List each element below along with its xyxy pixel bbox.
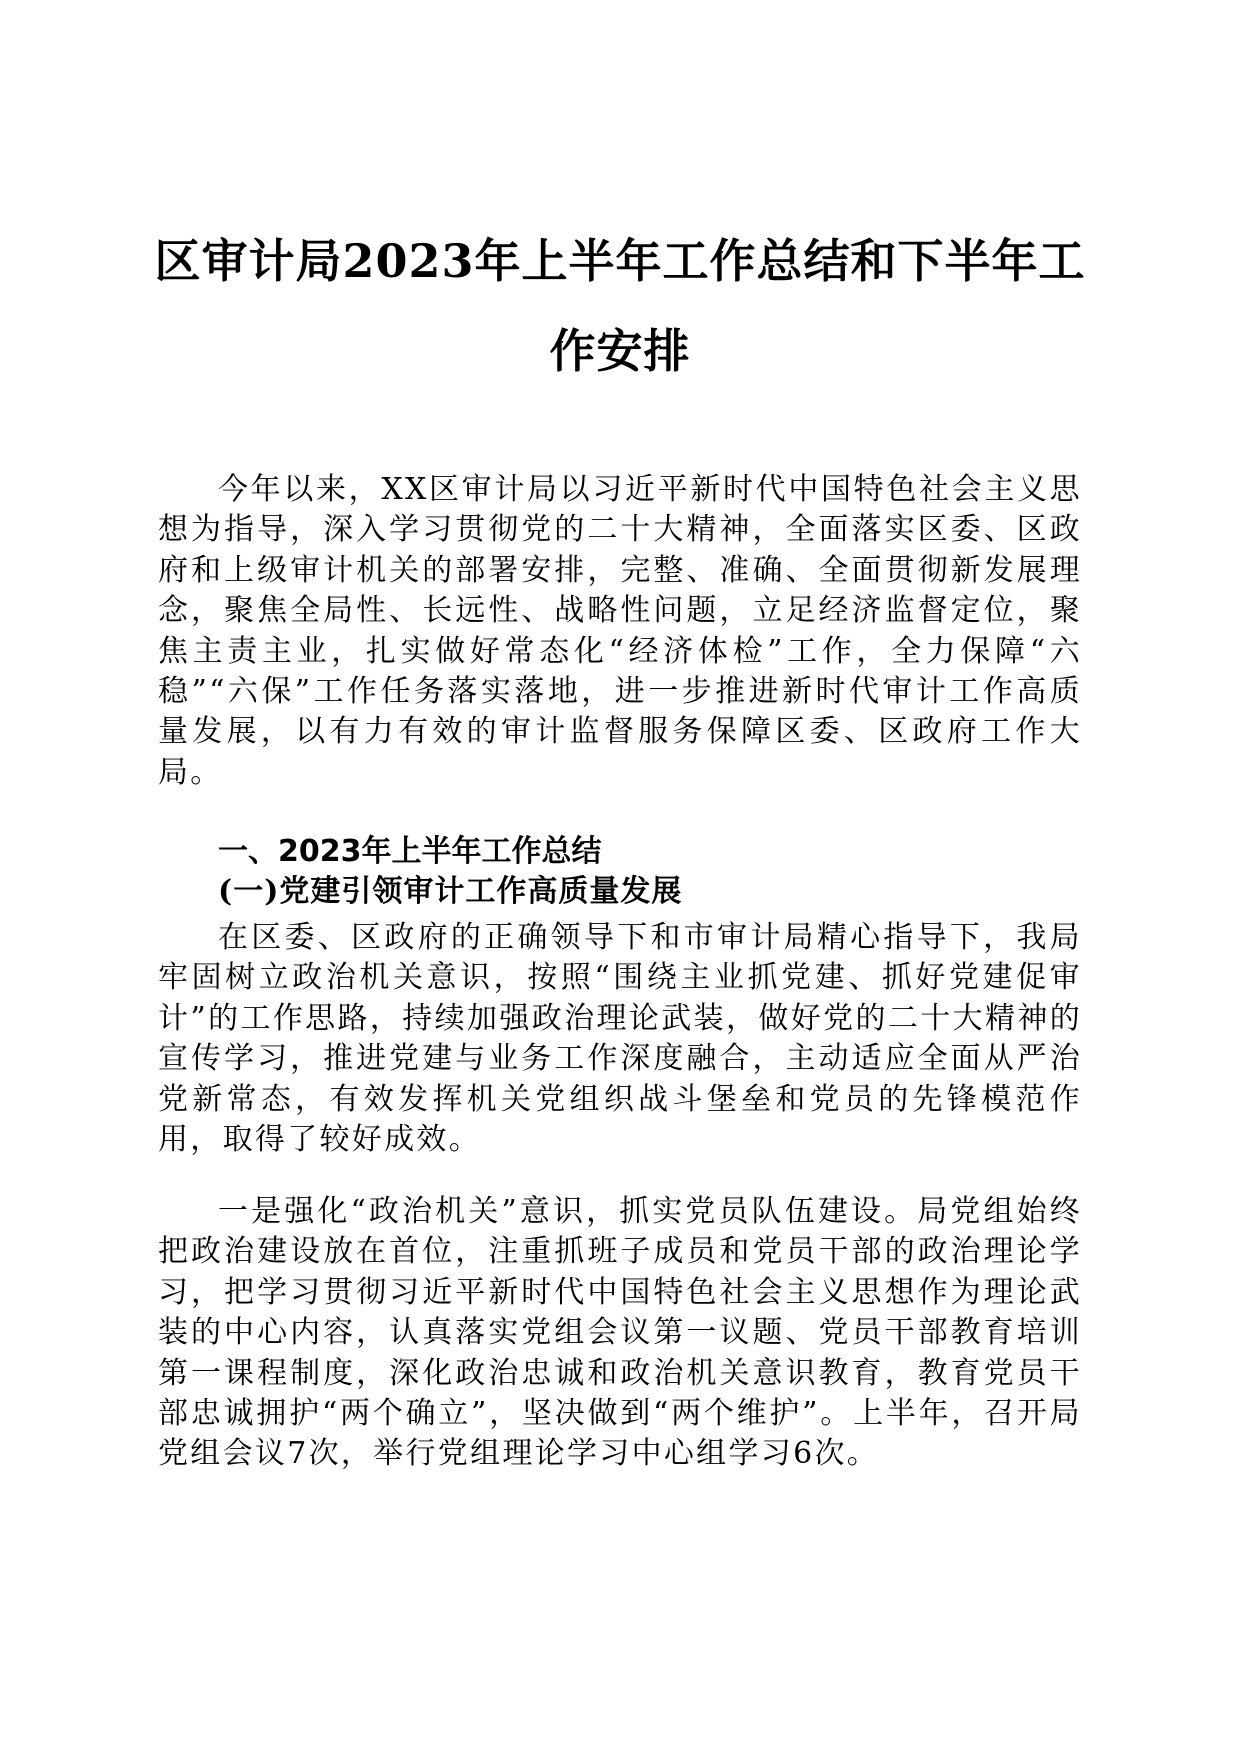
- section-heading-1: 一、2023年上半年工作总结: [218, 834, 602, 869]
- point-1-paragraph: 一是强化“政治机关”意识，抓实党员队伍建设。局党组始终把政治建设放在首位，注重抓班子成员和党员干部的政治理论学习，把学习贯彻习近平新时代中国特色社会主义思想作为理论武装的中心内容，认真落实党组会议第一议题、党员干部教育培训第一课程制度，深化政治忠诚和政治机关意识教育，教育党员干部忠诚拥护“两个确立”，坚决做到“两个维护”。上半年，召开局党组会议7次，举行党组理论学习中心组学习6次。: [158, 1194, 1082, 1472]
- subsection-heading-1: (一)党建引领审计工作高质量发展: [218, 874, 683, 909]
- document-title-line-1: 区审计局2023年上半年工作总结和下半年工: [154, 234, 1086, 288]
- intro-paragraph: 今年以来，XX区审计局以习近平新时代中国特色社会主义思想为指导，深入学习贯彻党的二十大精神，全面落实区委、区政府和上级审计机关的部署安排，完整、准确、全面贯彻新发展理念，聚焦全局性、长远性、战略性问题，立足经济监督定位，聚焦主责主业，扎实做好常态化“经济体检”工作，全力保障“六稳”“六保”工作任务落实落地，进一步推进新时代审计工作高质量发展，以有力有效的审计监督服务保障区委、区政府工作大局。: [158, 472, 1082, 790]
- subsection-1-paragraph: 在区委、区政府的正确领导下和市审计局精心指导下，我局牢固树立政治机关意识，按照“围绕主业抓党建、抓好党建促审计”的工作思路，持续加强政治理论武装，做好党的二十大精神的宣传学习，推进党建与业务工作深度融合，主动适应全面从严治党新常态，有效发挥机关党组织战斗堡垒和党员的先锋模范作用，取得了较好成效。: [158, 920, 1082, 1158]
- document-title-line-2: 作安排: [549, 324, 691, 378]
